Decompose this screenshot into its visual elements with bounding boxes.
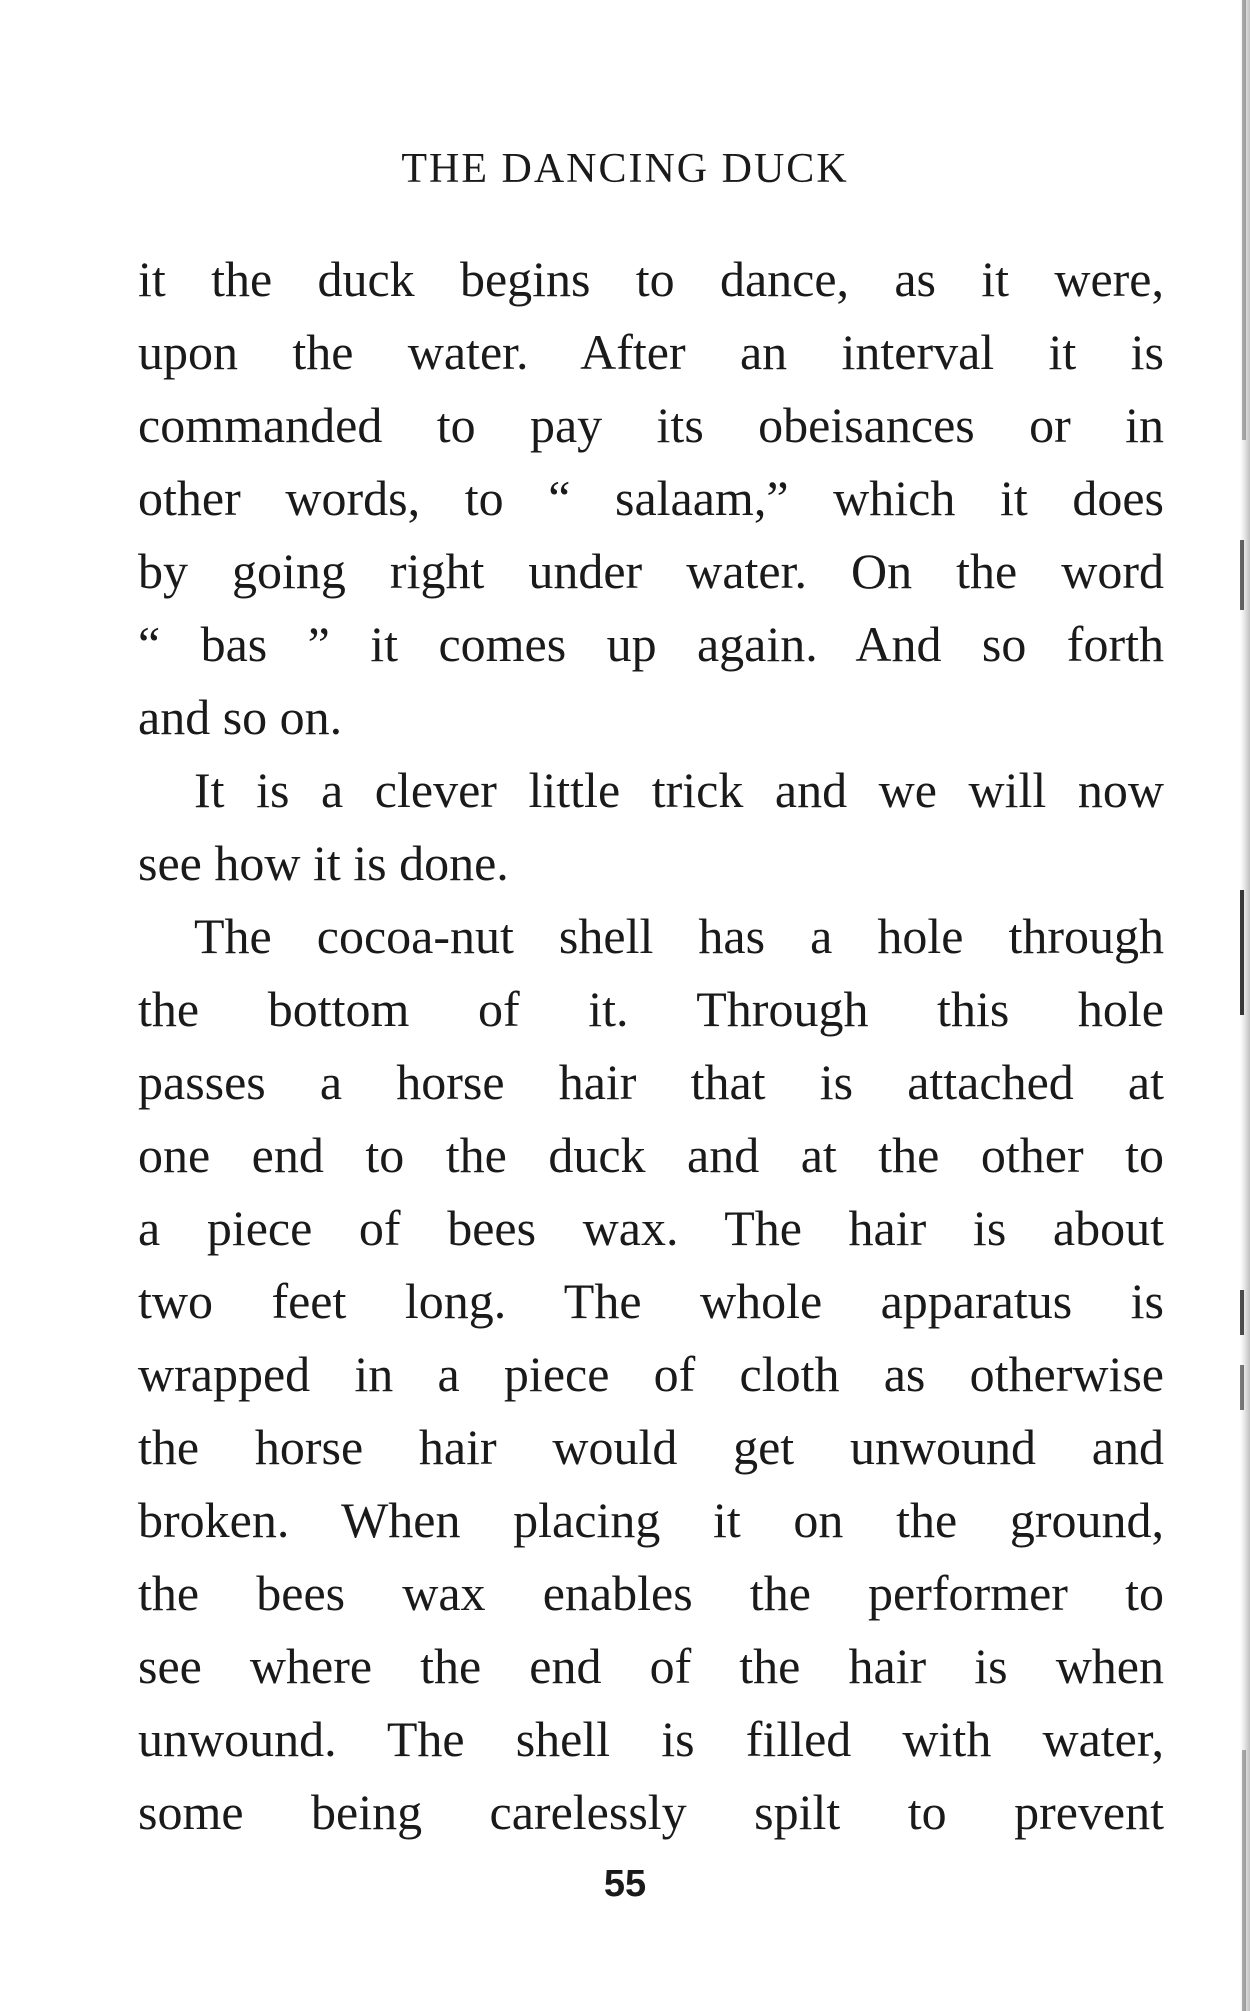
text-line: wrapped in a piece of cloth as otherwise — [138, 1346, 1164, 1402]
text-line: upon the water. After an interval it is — [138, 324, 1164, 380]
text-line: “ bas ” it comes up again. And so forth — [138, 616, 1164, 672]
text-line: broken. When placing it on the ground, — [138, 1492, 1164, 1548]
page-edge-mark — [1240, 1365, 1244, 1410]
text-line: one end to the duck and at the other to — [138, 1127, 1164, 1183]
text-line: see how it is done. — [138, 835, 509, 891]
text-line: passes a horse hair that is attached at — [138, 1054, 1164, 1110]
page-number: 55 — [603, 1863, 647, 1905]
page-edge-mark — [1242, 0, 1246, 440]
page-edge-mark — [1240, 540, 1244, 610]
text-line: and so on. — [138, 689, 343, 745]
text-line: the bees wax enables the performer to — [138, 1565, 1164, 1621]
body-text — [138, 243, 1164, 1849]
running-head: THE DANCING DUCK — [401, 146, 849, 192]
text-line: the bottom of it. Through this hole — [138, 981, 1164, 1037]
text-line: two feet long. The whole apparatus is — [138, 1273, 1164, 1329]
text-line: the horse hair would get unwound and — [138, 1419, 1164, 1475]
text-line: a piece of bees wax. The hair is about — [138, 1200, 1164, 1256]
text-line: by going right under water. On the word — [138, 543, 1164, 599]
text-line: some being carelessly spilt to prevent — [138, 1784, 1164, 1840]
text-line: see where the end of the hair is when — [138, 1638, 1164, 1694]
page-edge-mark — [1240, 890, 1244, 1015]
text-line: The cocoa-nut shell has a hole through — [194, 908, 1164, 964]
text-line: unwound. The shell is filled with water, — [138, 1711, 1164, 1767]
text-line: other words, to “ salaam,” which it does — [138, 470, 1164, 526]
text-line: commanded to pay its obeisances or in — [138, 397, 1164, 453]
text-line: It is a clever little trick and we will now — [194, 762, 1164, 818]
page-edge-mark — [1242, 1750, 1246, 2011]
text-line: it the duck begins to dance, as it were, — [138, 251, 1164, 307]
page-edge-mark — [1240, 1290, 1244, 1335]
